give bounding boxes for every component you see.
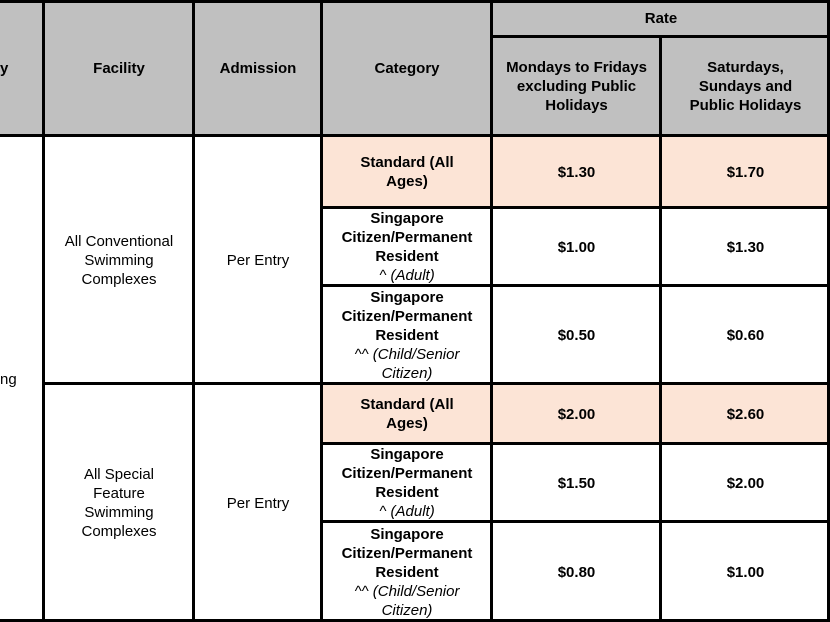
- header-weekend: [661, 36, 830, 136]
- group2-admission-label: Per Entry: [226, 494, 290, 512]
- g1r2-category: [322, 208, 492, 286]
- g2r3-weekday: [492, 522, 661, 622]
- group2-facility: [44, 384, 194, 622]
- g2r3-category: [322, 522, 492, 622]
- header-facility: [44, 0, 194, 136]
- g2r2-category-note: ^ (Adult): [379, 503, 435, 520]
- header-admission: [194, 0, 322, 136]
- header-rate: [492, 0, 830, 36]
- g2r2-weekday-value: $1.50: [557, 474, 596, 492]
- header-weekday: [492, 36, 661, 136]
- g2r3-weekday-value: $0.80: [557, 563, 596, 581]
- g2r1-weekday: [492, 384, 661, 444]
- g1r2-category-main: Singapore Citizen/Permanent Resident: [341, 210, 473, 265]
- header-col0-partial: [0, 0, 44, 136]
- grid-vline: [42, 0, 45, 622]
- col0-partial-cell: [0, 136, 44, 622]
- g1r3-category-note: ^^ (Child/Senior Citizen): [354, 345, 460, 382]
- header-admission-label: Admission: [219, 59, 297, 77]
- group2-facility-label: All Special Feature Swimming Complexes: [81, 466, 157, 540]
- g2r3-weekend: [661, 522, 830, 622]
- group2-admission: [194, 384, 322, 622]
- g2r1-weekend: [661, 384, 830, 444]
- grid-hline: [320, 442, 830, 445]
- g1r3-weekday-value: $0.50: [557, 326, 596, 344]
- g1r3-category: [322, 286, 492, 384]
- g1r1-weekend: [661, 136, 830, 208]
- g1r2-weekday-value: $1.00: [557, 238, 596, 256]
- grid-hline: [0, 134, 830, 137]
- group1-admission: [194, 136, 322, 384]
- group1-admission-label: Per Entry: [226, 251, 290, 269]
- g1r2-weekday: [492, 208, 661, 286]
- g2r2-weekend-value: $2.00: [726, 474, 765, 492]
- g2r2-category: [322, 444, 492, 522]
- grid-vline: [659, 36, 662, 622]
- header-facility-label: Facility: [93, 59, 145, 77]
- g2r3-weekend-value: $1.00: [726, 563, 765, 581]
- g2r1-weekend-value: $2.60: [726, 405, 765, 423]
- grid-vline: [192, 0, 195, 622]
- g1r1-category-main: Standard (All Ages): [360, 154, 454, 190]
- g1r3-category-main: Singapore Citizen/Permanent Resident: [341, 288, 473, 344]
- header-category: [322, 0, 492, 136]
- g1r1-weekday-value: $1.30: [557, 163, 596, 181]
- g1r2-weekend: [661, 208, 830, 286]
- grid-hline: [320, 284, 830, 287]
- g1r3-weekend-value: $0.60: [726, 326, 765, 344]
- header-weekday-label: Mondays to Fridays excluding Public Holidays: [506, 58, 647, 114]
- grid-hline: [490, 35, 830, 38]
- group1-facility: [44, 136, 194, 384]
- grid-hline: [320, 206, 830, 209]
- header-weekend-label: Saturdays, Sundays and Public Holidays: [689, 58, 802, 114]
- g2r2-category-main: Singapore Citizen/Permanent Resident: [341, 446, 473, 501]
- g1r3-weekend: [661, 286, 830, 384]
- grid-vline: [490, 0, 493, 622]
- g1r3-weekday: [492, 286, 661, 384]
- header-category-label: Category: [374, 59, 440, 77]
- group1-facility-label: All Conventional Swimming Complexes: [64, 232, 174, 288]
- g2r3-category-note: ^^ (Child/Senior Citizen): [354, 582, 460, 619]
- g2r2-weekday: [492, 444, 661, 522]
- grid-hline: [42, 382, 830, 385]
- g1r1-weekend-value: $1.70: [726, 163, 765, 181]
- g1r2-weekend-value: $1.30: [726, 238, 765, 256]
- g1r2-category-note: ^ (Adult): [379, 267, 435, 284]
- g2r2-weekend: [661, 444, 830, 522]
- g2r3-category-main: Singapore Citizen/Permanent Resident: [341, 525, 473, 581]
- grid-vline: [320, 0, 323, 622]
- header-rate-label: Rate: [644, 9, 678, 27]
- g1r1-weekday: [492, 136, 661, 208]
- g2r1-category-main: Standard (All Ages): [360, 396, 454, 432]
- g1r1-category: [322, 136, 492, 208]
- header-col0-text: y: [0, 59, 9, 77]
- g2r1-category: [322, 384, 492, 444]
- col0-partial-text: ng: [0, 370, 17, 388]
- g2r1-weekday-value: $2.00: [557, 405, 596, 423]
- grid-hline: [0, 0, 830, 3]
- grid-hline: [320, 520, 830, 523]
